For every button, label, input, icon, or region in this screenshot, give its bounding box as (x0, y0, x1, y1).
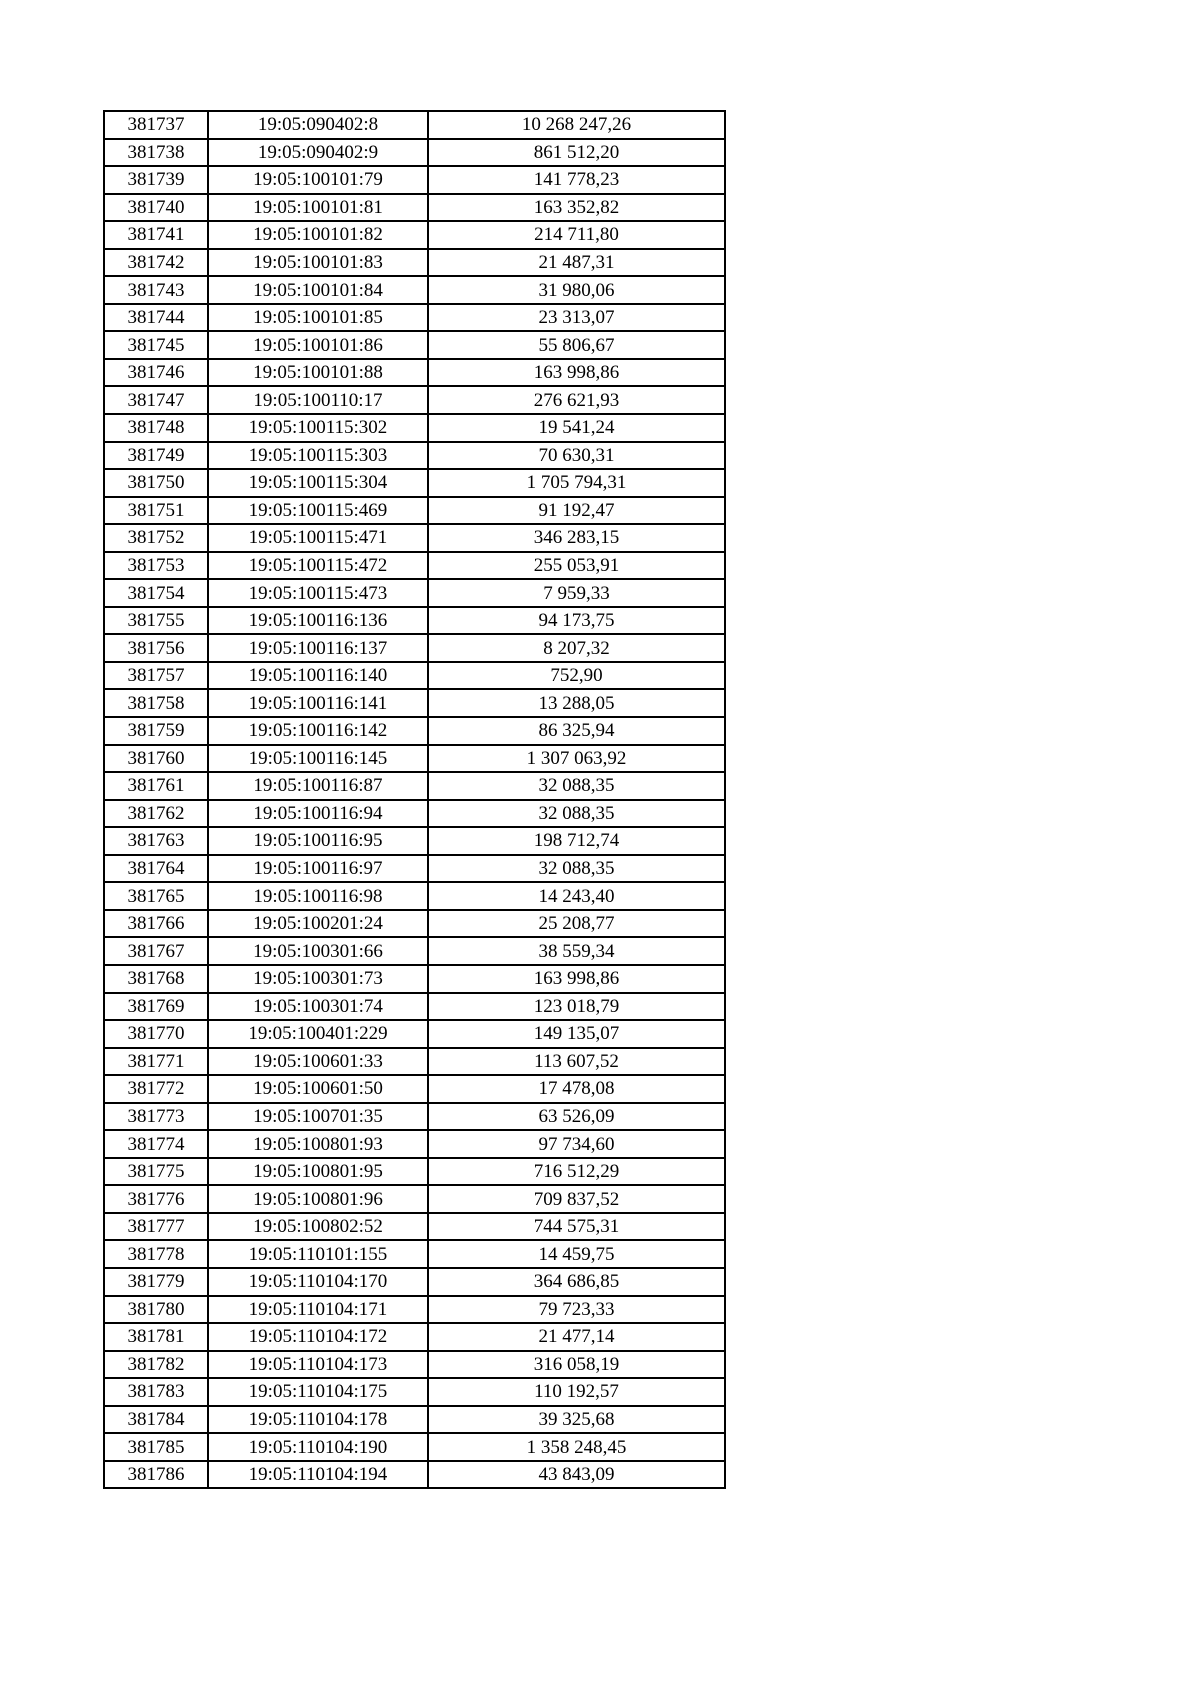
cadastral-number-cell: 19:05:100101:79 (208, 166, 428, 194)
cadastral-number-cell: 19:05:100110:17 (208, 386, 428, 414)
cadastral-number-cell: 19:05:110104:173 (208, 1351, 428, 1379)
cadastral-value-cell: 17 478,08 (428, 1075, 725, 1103)
cadastral-number-cell: 19:05:110104:170 (208, 1268, 428, 1296)
table-row (104, 524, 725, 552)
cadastral-number-cell: 19:05:100115:473 (208, 579, 428, 607)
cadastral-number-cell: 19:05:100116:137 (208, 634, 428, 662)
cadastral-number-cell: 19:05:100701:35 (208, 1103, 428, 1131)
table-row (104, 139, 725, 167)
row-number-cell: 381778 (104, 1240, 208, 1268)
cadastral-value-cell: 861 512,20 (428, 139, 725, 167)
row-number-cell: 381782 (104, 1351, 208, 1379)
cadastral-value-cell: 276 621,93 (428, 386, 725, 414)
table-row (104, 1213, 725, 1241)
table-row (104, 937, 725, 965)
table-row (104, 552, 725, 580)
row-number-cell: 381764 (104, 855, 208, 883)
cadastral-value-cell: 13 288,05 (428, 689, 725, 717)
table-row (104, 1048, 725, 1076)
table-row (104, 249, 725, 277)
cadastral-value-table (103, 110, 726, 1489)
table-row (104, 717, 725, 745)
row-number-cell: 381751 (104, 497, 208, 525)
table-row (104, 497, 725, 525)
cadastral-number-cell: 19:05:110104:171 (208, 1296, 428, 1324)
cadastral-value-cell: 255 053,91 (428, 552, 725, 580)
table-row (104, 194, 725, 222)
cadastral-number-cell: 19:05:100116:87 (208, 772, 428, 800)
cadastral-number-cell: 19:05:100301:74 (208, 993, 428, 1021)
row-number-cell: 381742 (104, 249, 208, 277)
cadastral-value-cell: 709 837,52 (428, 1185, 725, 1213)
cadastral-value-cell: 21 477,14 (428, 1323, 725, 1351)
cadastral-number-cell: 19:05:100115:469 (208, 497, 428, 525)
table-row (104, 662, 725, 690)
row-number-cell: 381777 (104, 1213, 208, 1241)
row-number-cell: 381752 (104, 524, 208, 552)
cadastral-number-cell: 19:05:100116:98 (208, 882, 428, 910)
cadastral-number-cell: 19:05:100401:229 (208, 1020, 428, 1048)
cadastral-number-cell: 19:05:100801:96 (208, 1185, 428, 1213)
cadastral-number-cell: 19:05:100101:84 (208, 276, 428, 304)
cadastral-value-cell: 79 723,33 (428, 1296, 725, 1324)
table-row (104, 1103, 725, 1131)
cadastral-value-cell: 141 778,23 (428, 166, 725, 194)
cadastral-number-cell: 19:05:100101:85 (208, 304, 428, 332)
cadastral-value-cell: 123 018,79 (428, 993, 725, 1021)
table-row (104, 442, 725, 470)
cadastral-value-cell: 19 541,24 (428, 414, 725, 442)
table-row (104, 1240, 725, 1268)
row-number-cell: 381781 (104, 1323, 208, 1351)
cadastral-number-cell: 19:05:110104:194 (208, 1461, 428, 1489)
cadastral-number-cell: 19:05:100101:86 (208, 331, 428, 359)
cadastral-value-cell: 21 487,31 (428, 249, 725, 277)
row-number-cell: 381747 (104, 386, 208, 414)
table-row (104, 469, 725, 497)
row-number-cell: 381744 (104, 304, 208, 332)
cadastral-number-cell: 19:05:100801:93 (208, 1130, 428, 1158)
row-number-cell: 381780 (104, 1296, 208, 1324)
row-number-cell: 381759 (104, 717, 208, 745)
row-number-cell: 381761 (104, 772, 208, 800)
table-row (104, 1323, 725, 1351)
cadastral-value-cell: 91 192,47 (428, 497, 725, 525)
row-number-cell: 381779 (104, 1268, 208, 1296)
cadastral-number-cell: 19:05:100115:304 (208, 469, 428, 497)
row-number-cell: 381770 (104, 1020, 208, 1048)
row-number-cell: 381773 (104, 1103, 208, 1131)
cadastral-number-cell: 19:05:100101:88 (208, 359, 428, 387)
table-row (104, 1296, 725, 1324)
row-number-cell: 381758 (104, 689, 208, 717)
cadastral-number-cell: 19:05:100802:52 (208, 1213, 428, 1241)
table-row (104, 965, 725, 993)
table-row (104, 1433, 725, 1461)
row-number-cell: 381753 (104, 552, 208, 580)
table-row (104, 276, 725, 304)
cadastral-number-cell: 19:05:110104:178 (208, 1406, 428, 1434)
row-number-cell: 381767 (104, 937, 208, 965)
row-number-cell: 381748 (104, 414, 208, 442)
cadastral-number-cell: 19:05:100601:33 (208, 1048, 428, 1076)
row-number-cell: 381737 (104, 111, 208, 139)
cadastral-value-cell: 23 313,07 (428, 304, 725, 332)
table-row (104, 1185, 725, 1213)
row-number-cell: 381774 (104, 1130, 208, 1158)
row-number-cell: 381740 (104, 194, 208, 222)
cadastral-number-cell: 19:05:100201:24 (208, 910, 428, 938)
table-row (104, 1075, 725, 1103)
cadastral-value-cell: 25 208,77 (428, 910, 725, 938)
cadastral-value-cell: 38 559,34 (428, 937, 725, 965)
cadastral-value-cell: 163 998,86 (428, 965, 725, 993)
cadastral-number-cell: 19:05:100101:82 (208, 221, 428, 249)
row-number-cell: 381775 (104, 1158, 208, 1186)
cadastral-value-cell: 149 135,07 (428, 1020, 725, 1048)
table-row (104, 166, 725, 194)
cadastral-number-cell: 19:05:100101:83 (208, 249, 428, 277)
table-row (104, 993, 725, 1021)
row-number-cell: 381738 (104, 139, 208, 167)
cadastral-value-cell: 32 088,35 (428, 855, 725, 883)
table-row (104, 221, 725, 249)
cadastral-number-cell: 19:05:100601:50 (208, 1075, 428, 1103)
cadastral-number-cell: 19:05:100116:95 (208, 827, 428, 855)
cadastral-number-cell: 19:05:100101:81 (208, 194, 428, 222)
cadastral-value-cell: 8 207,32 (428, 634, 725, 662)
cadastral-value-cell: 86 325,94 (428, 717, 725, 745)
cadastral-number-cell: 19:05:100116:145 (208, 745, 428, 773)
row-number-cell: 381754 (104, 579, 208, 607)
cadastral-value-cell: 110 192,57 (428, 1378, 725, 1406)
row-number-cell: 381766 (104, 910, 208, 938)
cadastral-value-cell: 163 998,86 (428, 359, 725, 387)
cadastral-value-cell: 1 358 248,45 (428, 1433, 725, 1461)
table-row (104, 882, 725, 910)
table-body (104, 111, 725, 1488)
row-number-cell: 381743 (104, 276, 208, 304)
cadastral-value-cell: 364 686,85 (428, 1268, 725, 1296)
cadastral-value-cell: 14 459,75 (428, 1240, 725, 1268)
row-number-cell: 381750 (104, 469, 208, 497)
row-number-cell: 381771 (104, 1048, 208, 1076)
cadastral-number-cell: 19:05:100301:73 (208, 965, 428, 993)
cadastral-value-cell: 752,90 (428, 662, 725, 690)
table-row (104, 827, 725, 855)
table-row (104, 579, 725, 607)
cadastral-number-cell: 19:05:100115:471 (208, 524, 428, 552)
cadastral-value-cell: 1 705 794,31 (428, 469, 725, 497)
table-row (104, 1158, 725, 1186)
cadastral-value-cell: 32 088,35 (428, 800, 725, 828)
row-number-cell: 381763 (104, 827, 208, 855)
table-row (104, 607, 725, 635)
row-number-cell: 381769 (104, 993, 208, 1021)
cadastral-value-cell: 1 307 063,92 (428, 745, 725, 773)
cadastral-number-cell: 19:05:100116:141 (208, 689, 428, 717)
table-row (104, 634, 725, 662)
cadastral-number-cell: 19:05:100116:136 (208, 607, 428, 635)
cadastral-value-cell: 31 980,06 (428, 276, 725, 304)
row-number-cell: 381783 (104, 1378, 208, 1406)
cadastral-number-cell: 19:05:100116:94 (208, 800, 428, 828)
row-number-cell: 381762 (104, 800, 208, 828)
table-row (104, 304, 725, 332)
cadastral-value-cell: 716 512,29 (428, 1158, 725, 1186)
cadastral-number-cell: 19:05:100116:97 (208, 855, 428, 883)
cadastral-number-cell: 19:05:100301:66 (208, 937, 428, 965)
table-row (104, 689, 725, 717)
row-number-cell: 381765 (104, 882, 208, 910)
cadastral-number-cell: 19:05:110104:172 (208, 1323, 428, 1351)
cadastral-value-cell: 113 607,52 (428, 1048, 725, 1076)
cadastral-value-cell: 346 283,15 (428, 524, 725, 552)
row-number-cell: 381756 (104, 634, 208, 662)
table-row (104, 1406, 725, 1434)
table-row (104, 1268, 725, 1296)
cadastral-value-cell: 163 352,82 (428, 194, 725, 222)
table-row (104, 414, 725, 442)
cadastral-value-cell: 63 526,09 (428, 1103, 725, 1131)
cadastral-number-cell: 19:05:090402:9 (208, 139, 428, 167)
cadastral-value-cell: 43 843,09 (428, 1461, 725, 1489)
row-number-cell: 381749 (104, 442, 208, 470)
cadastral-value-cell: 214 711,80 (428, 221, 725, 249)
cadastral-number-cell: 19:05:110104:190 (208, 1433, 428, 1461)
row-number-cell: 381786 (104, 1461, 208, 1489)
table-row (104, 800, 725, 828)
row-number-cell: 381785 (104, 1433, 208, 1461)
cadastral-value-cell: 94 173,75 (428, 607, 725, 635)
row-number-cell: 381768 (104, 965, 208, 993)
table-row (104, 910, 725, 938)
table-row (104, 772, 725, 800)
row-number-cell: 381772 (104, 1075, 208, 1103)
table-row (104, 359, 725, 387)
cadastral-number-cell: 19:05:100115:303 (208, 442, 428, 470)
cadastral-value-cell: 744 575,31 (428, 1213, 725, 1241)
cadastral-number-cell: 19:05:100801:95 (208, 1158, 428, 1186)
cadastral-number-cell: 19:05:090402:8 (208, 111, 428, 139)
cadastral-number-cell: 19:05:100115:302 (208, 414, 428, 442)
cadastral-number-cell: 19:05:100116:142 (208, 717, 428, 745)
cadastral-number-cell: 19:05:110101:155 (208, 1240, 428, 1268)
table-row (104, 855, 725, 883)
row-number-cell: 381784 (104, 1406, 208, 1434)
table-row (104, 111, 725, 139)
table-row (104, 331, 725, 359)
table-row (104, 1020, 725, 1048)
table-row (104, 1461, 725, 1489)
row-number-cell: 381760 (104, 745, 208, 773)
cadastral-number-cell: 19:05:100116:140 (208, 662, 428, 690)
row-number-cell: 381741 (104, 221, 208, 249)
table-row (104, 1130, 725, 1158)
table-row (104, 1351, 725, 1379)
row-number-cell: 381745 (104, 331, 208, 359)
cadastral-value-cell: 32 088,35 (428, 772, 725, 800)
table-row (104, 386, 725, 414)
row-number-cell: 381746 (104, 359, 208, 387)
row-number-cell: 381757 (104, 662, 208, 690)
table-row (104, 1378, 725, 1406)
cadastral-number-cell: 19:05:100115:472 (208, 552, 428, 580)
row-number-cell: 381776 (104, 1185, 208, 1213)
cadastral-value-cell: 39 325,68 (428, 1406, 725, 1434)
cadastral-value-cell: 316 058,19 (428, 1351, 725, 1379)
cadastral-value-cell: 7 959,33 (428, 579, 725, 607)
cadastral-value-cell: 97 734,60 (428, 1130, 725, 1158)
cadastral-value-cell: 14 243,40 (428, 882, 725, 910)
cadastral-value-cell: 70 630,31 (428, 442, 725, 470)
cadastral-value-cell: 55 806,67 (428, 331, 725, 359)
cadastral-value-cell: 198 712,74 (428, 827, 725, 855)
row-number-cell: 381739 (104, 166, 208, 194)
cadastral-value-cell: 10 268 247,26 (428, 111, 725, 139)
table-row (104, 745, 725, 773)
cadastral-number-cell: 19:05:110104:175 (208, 1378, 428, 1406)
row-number-cell: 381755 (104, 607, 208, 635)
